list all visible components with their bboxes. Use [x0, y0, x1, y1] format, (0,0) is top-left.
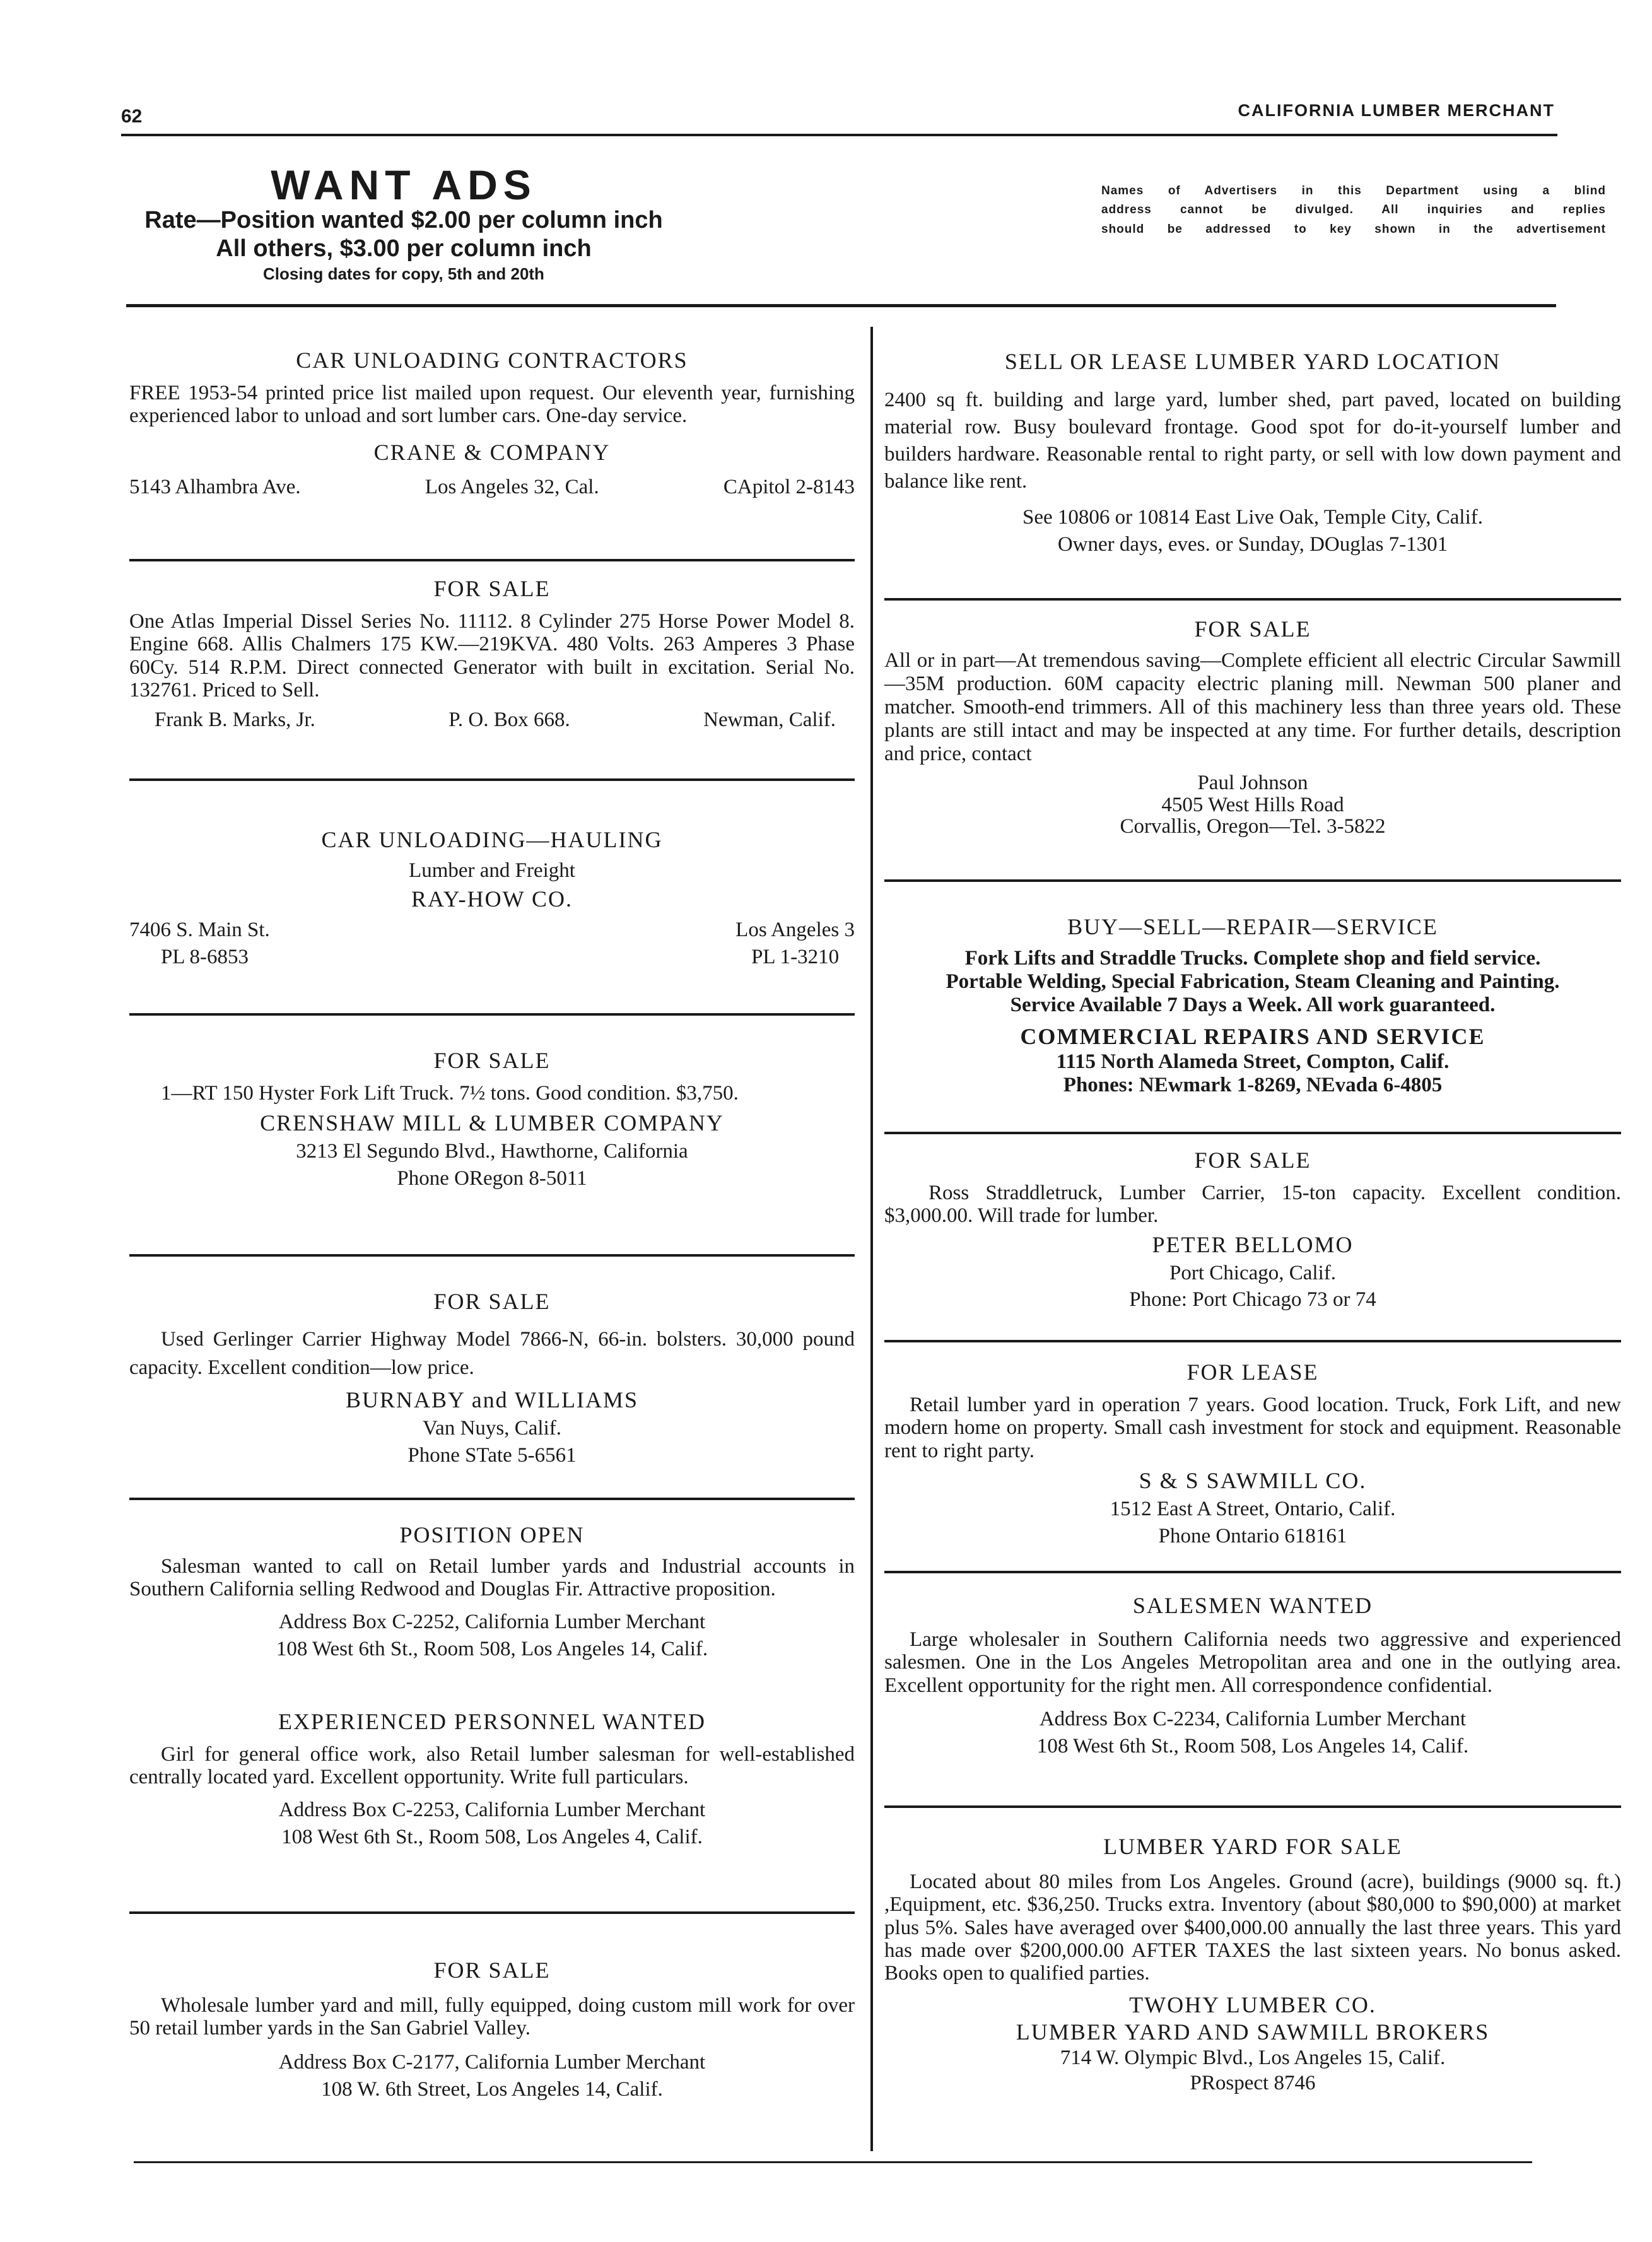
advertiser-name: BURNABY and WILLIAMS — [346, 1387, 638, 1413]
ad-car-unloading-hauling — [129, 781, 855, 1016]
advertiser-name: PETER BELLOMO — [1152, 1231, 1354, 1257]
city: Los Angeles 3 — [735, 918, 855, 941]
notice-line-3: should be addressed to key shown in the advertisement — [1101, 222, 1606, 236]
ad-body: FREE 1953-54 printed price list mailed upon request. Our eleventh year, furnishing experienced labor to unload and sort lumber cars. One-day service. — [129, 382, 855, 428]
ad-body: Large wholesaler in Southern California needs two aggressive and experienced salesmen. One in the Los Angeles Metropolitan area and one in the outlying area. Excellent opportunity for the right men. All correspondence confidential. — [884, 1628, 1621, 1697]
ad-body: Girl for general office work, also Retail lumber salesman for well-established centrally located yard. Excellent opportunity. Write full particulars. — [129, 1743, 855, 1789]
ad-body-line-2: Portable Welding, Special Fabrication, Steam Cleaning and Painting. — [946, 970, 1560, 994]
ad-body: 2400 sq ft. building and large yard, lumber shed, part paved, located on building material row. Busy boulevard frontage. Good spot for do-it-yourself lumber and builders hardware. Reasonable rental to right party, or sell with low down payment and balance like rent. — [884, 389, 1621, 493]
phone: Phone STate 5-6561 — [407, 1443, 577, 1467]
phone: Phone ORegon 8-5011 — [397, 1167, 587, 1190]
contact-right — [735, 917, 855, 971]
masthead-closing-dates: Closing dates for copy, 5th and 20th — [263, 264, 544, 284]
advertiser-name: CRENSHAW MILL & LUMBER COMPANY — [260, 1110, 724, 1136]
contact-row — [129, 707, 855, 734]
address: 5143 Alhambra Ave. — [129, 475, 301, 498]
ad-sell-or-lease-lumber-yard — [884, 328, 1621, 601]
ad-subtitle: Lumber and Freight — [409, 859, 575, 883]
po-box: P. O. Box 668. — [448, 708, 570, 732]
ad-buy-sell-repair-service — [884, 882, 1621, 1134]
address-line-2: 108 West 6th St., Room 508, Los Angeles 14, Calif. — [1036, 1734, 1469, 1758]
want-ads-masthead — [114, 161, 694, 284]
ad-title: SALESMEN WANTED — [1132, 1593, 1373, 1618]
advertiser-name: Frank B. Marks, Jr. — [155, 708, 315, 732]
address-line-2: 108 W. 6th Street, Los Angeles 14, Calif. — [321, 2077, 663, 2101]
phone: PL 8-6853 — [161, 945, 249, 968]
advertiser-name: S & S SAWMILL CO. — [1139, 1468, 1367, 1494]
ad-body: Used Gerlinger Carrier Highway Model 7866-N, 66-in. bolsters. 30,000 pound capacity. Excellent condition—low price. — [129, 1328, 855, 1379]
ad-title: SELL OR LEASE LUMBER YARD LOCATION — [1004, 349, 1501, 374]
left-column — [129, 328, 855, 2103]
owner-contact-line: Owner days, eves. or Sunday, DOuglas 7-1301 — [1057, 532, 1448, 556]
ad-for-sale-straddletruck — [884, 1134, 1621, 1342]
contact-left — [129, 917, 270, 971]
ad-lumber-yard-for-sale — [884, 1808, 1621, 2111]
address-line-2: 108 West 6th St., Room 508, Los Angeles 14, Calif. — [276, 1637, 708, 1660]
ad-title: EXPERIENCED PERSONNEL WANTED — [278, 1709, 706, 1734]
address: 7406 S. Main St. — [129, 918, 270, 941]
ad-body: 1—RT 150 Hyster Fork Lift Truck. 7½ tons. Good condition. $3,750. — [161, 1082, 739, 1105]
city: Port Chicago, Calif. — [1169, 1261, 1336, 1284]
ad-title: LUMBER YARD FOR SALE — [1103, 1834, 1402, 1859]
page-number: 62 — [121, 106, 143, 127]
notice-line-2: address cannot be divulged. All inquiries and replies — [1101, 203, 1606, 217]
ad-body: All or in part—At tremendous saving—Complete efficient all electric Circular Sawmill—35M production. 60M capacity electric planing mill. Newman 500 planer and matcher. Smooth-end trimmers. All of this machinery less than three years old. These plants are still intact and may be inspected at any time. For further details, description and price, contact — [884, 649, 1621, 765]
advertiser-name: RAY-HOW CO. — [411, 886, 573, 912]
address-line-1: Address Box C-2252, California Lumber Merchant — [278, 1610, 706, 1633]
masthead-title: WANT ADS — [271, 161, 537, 208]
running-head: CALIFORNIA LUMBER MERCHANT — [1238, 101, 1555, 120]
ad-car-unloading-contractors — [129, 328, 855, 561]
blind-address-notice — [1101, 182, 1606, 239]
ad-body-line-1: Fork Lifts and Straddle Trucks. Complete shop and field service. — [964, 947, 1541, 970]
ad-salesmen-wanted — [884, 1573, 1621, 1808]
ad-title: CAR UNLOADING CONTRACTORS — [296, 348, 688, 373]
ad-title: FOR SALE — [1194, 1147, 1311, 1173]
ad-position-open — [129, 1500, 855, 1708]
ad-title: FOR SALE — [433, 1289, 551, 1314]
city: Los Angeles 32, Cal. — [425, 475, 599, 498]
phone: PRospect 8746 — [1190, 2071, 1316, 2094]
ad-body: Ross Straddletruck, Lumber Carrier, 15-ton capacity. Excellent condition. $3,000.00. Will trade for lumber. — [884, 1182, 1621, 1228]
address-line-2: 108 West 6th St., Room 508, Los Angeles 4, Calif. — [281, 1825, 703, 1848]
location-line: See 10806 or 10814 East Live Oak, Temple City, Calif. — [1022, 505, 1483, 529]
top-rule — [121, 134, 1557, 136]
ad-title: FOR SALE — [433, 1957, 551, 1983]
ad-title: FOR SALE — [433, 1048, 551, 1073]
ad-body: Salesman wanted to call on Retail lumber yards and Industrial accounts in Southern California selling Redwood and Douglas Fir. Attractive proposition. — [129, 1555, 855, 1601]
ad-for-sale-carrier — [129, 1257, 855, 1500]
address: 1512 East A Street, Ontario, Calif. — [1110, 1497, 1396, 1520]
ad-body: Wholesale lumber yard and mill, fully equipped, doing custom mill work for over 50 retail lumber yards in the San Gabriel Valley. — [129, 1994, 855, 2040]
ad-title: FOR LEASE — [1186, 1359, 1319, 1385]
address-line-1: Address Box C-2253, California Lumber Merchant — [278, 1798, 706, 1821]
ad-experienced-personnel-wanted — [129, 1708, 855, 1914]
address-line-1: Address Box C-2234, California Lumber Merchant — [1039, 1708, 1467, 1731]
ad-for-sale-fork-lift — [129, 1016, 855, 1257]
right-column — [884, 328, 1621, 2111]
advertiser-name: CRANE & COMPANY — [373, 439, 611, 465]
phones: Phones: NEwmark 1-8269, NEvada 6-4805 — [1063, 1073, 1443, 1096]
phone: Phone Ontario 618161 — [1158, 1524, 1347, 1547]
address-line-1: Address Box C-2177, California Lumber Merchant — [278, 2050, 706, 2074]
city-phone: Corvallis, Oregon—Tel. 3-5822 — [1120, 815, 1386, 838]
ad-for-lease-lumber-yard — [884, 1342, 1621, 1573]
ad-body-line-3: Service Available 7 Days a Week. All work guaranteed. — [1010, 994, 1496, 1017]
ad-body: One Atlas Imperial Dissel Series No. 11112. 8 Cylinder 275 Horse Power Model 8. Engine 668. Allis Chalmers 175 KW.—219KVA. 480 Volts. 263 Amperes 3 Phase 60Cy. 514 R.P.M. Direct connected Generator with built in excitation. Serial No. 132761. Priced to Sell. — [129, 610, 855, 702]
ad-body: Retail lumber yard in operation 7 years. Good location. Truck, Fork Lift, and new modern home on property. Small cash investment for stock and equipment. Reasonable rent to right party. — [884, 1394, 1621, 1462]
masthead-rate-line-2: All others, $3.00 per column inch — [216, 235, 592, 262]
address: 714 W. Olympic Blvd., Los Angeles 15, Calif. — [1060, 2046, 1446, 2070]
ad-for-sale-sawmill — [884, 601, 1621, 882]
phone: PL 1-3210 — [751, 945, 840, 968]
ad-title: POSITION OPEN — [399, 1522, 585, 1547]
address: 4505 West Hills Road — [1161, 793, 1344, 816]
header-rule — [126, 304, 1556, 307]
address: 3213 El Segundo Blvd., Hawthorne, California — [296, 1140, 688, 1163]
masthead-rate-line-1: Rate—Position wanted $2.00 per column inch — [144, 207, 663, 233]
ad-title: FOR SALE — [1194, 616, 1311, 642]
ad-for-sale-lumber-yard-mill — [129, 1914, 855, 2103]
city: Newman, Calif. — [703, 708, 836, 732]
ad-title: BUY—SELL—REPAIR—SERVICE — [1067, 914, 1438, 939]
address: 1115 North Alameda Street, Compton, Calif. — [1056, 1050, 1450, 1074]
advertiser-name: TWOHY LUMBER CO. — [1129, 1992, 1376, 2017]
notice-line-1: Names of Advertisers in this Department using a blind — [1101, 184, 1606, 197]
advertiser-subname: LUMBER YARD AND SAWMILL BROKERS — [1016, 2019, 1490, 2045]
phone: Phone: Port Chicago 73 or 74 — [1129, 1288, 1376, 1312]
contact-name: Paul Johnson — [1197, 771, 1308, 794]
ad-title: CAR UNLOADING—HAULING — [321, 827, 663, 852]
phone: CApitol 2-8143 — [723, 475, 855, 498]
ad-for-sale-engine — [129, 561, 855, 781]
advertiser-name: COMMERCIAL REPAIRS AND SERVICE — [1020, 1024, 1485, 1050]
city: Van Nuys, Calif. — [423, 1417, 561, 1440]
column-divider — [870, 327, 873, 2151]
ad-body: Located about 80 miles from Los Angeles. Ground (acre), buildings (9000 sq. ft.) ,Equipment, etc. $36,250. Trucks extra. Inventory (about $80,000 to $90,000) at market plus 5%. Sales have averaged over $400,000.00 annually the last three years. This yard has made over $200,000.00 AFTER TAXES the last sixteen years. No bonus asked. Books open to qualified parties. — [884, 1870, 1621, 1985]
bottom-rule — [134, 2161, 1532, 2163]
contact-row — [129, 917, 855, 971]
contact-row — [129, 474, 855, 501]
ad-title: FOR SALE — [433, 576, 551, 601]
